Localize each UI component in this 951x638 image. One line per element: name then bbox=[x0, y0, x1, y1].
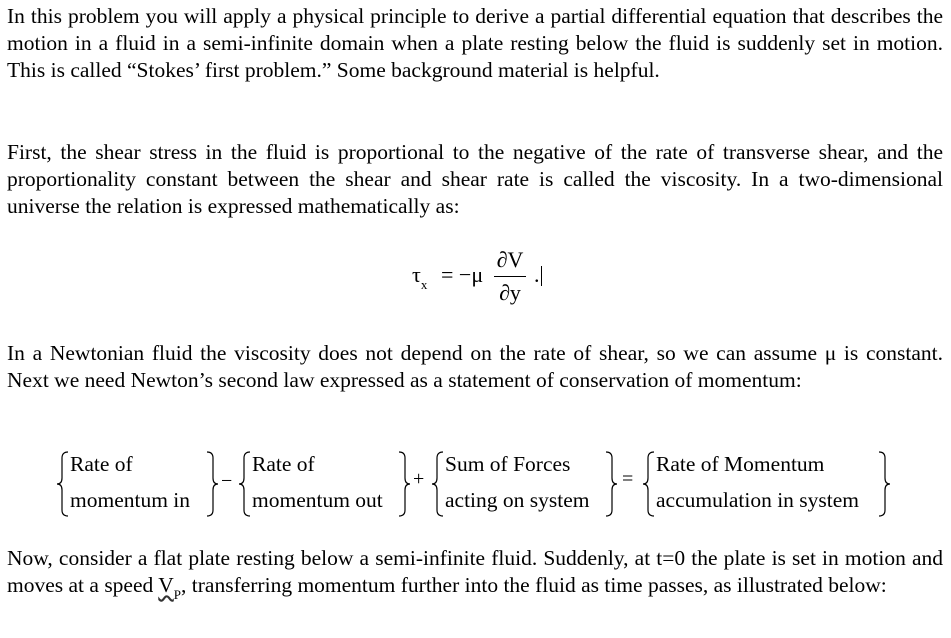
right-brace-icon bbox=[877, 450, 891, 518]
equation-denominator: ∂y bbox=[499, 280, 521, 305]
paragraph-stokes-setup: Now, consider a flat plate resting below a semi-infinite fluid. Suddenly, at t=0 the plate is set in motion and moves at a speed $V_P$, transferring momentum further into the fluid as time passes, as illustrated below: bbox=[7, 546, 943, 602]
paragraph-newtonian: In a Newtonian fluid the viscosity does not depend on the rate of shear, so we can assume μ is constant. Next we need Newton’s second law expressed as a statement of conservation of momentum: bbox=[7, 341, 943, 392]
plate-speed-symbol: $V_P$ bbox=[158, 573, 182, 602]
equation-period: . bbox=[534, 262, 540, 287]
minus-operator: − bbox=[221, 470, 233, 492]
fraction-bar bbox=[494, 276, 526, 277]
right-brace-icon bbox=[604, 450, 618, 518]
term-rate-momentum-out: Rate of momentum out bbox=[252, 452, 383, 512]
term-rate-momentum-accumulation: Rate of Momentum accumulation in system bbox=[656, 452, 860, 512]
left-brace-icon bbox=[642, 450, 656, 518]
equation-lhs: $\tau_x$ bbox=[412, 262, 428, 292]
text-cursor bbox=[541, 266, 542, 286]
left-brace-icon bbox=[431, 450, 445, 518]
term-rate-momentum-in: Rate of momentum in bbox=[70, 452, 191, 512]
term-sum-of-forces: Sum of Forces acting on system bbox=[445, 452, 590, 512]
plus-operator: + bbox=[413, 468, 425, 490]
paragraph-shear-stress: First, the shear stress in the fluid is proportional to the negative of the rate of transverse shear, and the proportionality constant between the shear and shear rate is called the viscosity. In a two-dimensional universe the relation is expressed mathematically as: bbox=[7, 140, 943, 218]
right-brace-icon bbox=[397, 450, 411, 518]
equals-operator: = bbox=[622, 468, 634, 490]
right-brace-icon bbox=[205, 450, 219, 518]
equation-numerator: ∂V bbox=[496, 247, 524, 272]
left-brace-icon bbox=[238, 450, 252, 518]
equation-equals: = −μ bbox=[441, 262, 484, 287]
paragraph-intro: In this problem you will apply a physical principle to derive a partial differential equation that describes the motion in a fluid in a semi-infinite domain when a plate resting below the fluid is suddenly set in motion. This is called “Stokes’ first problem.” Some background material is helpful. bbox=[7, 4, 943, 82]
left-brace-icon bbox=[56, 450, 70, 518]
